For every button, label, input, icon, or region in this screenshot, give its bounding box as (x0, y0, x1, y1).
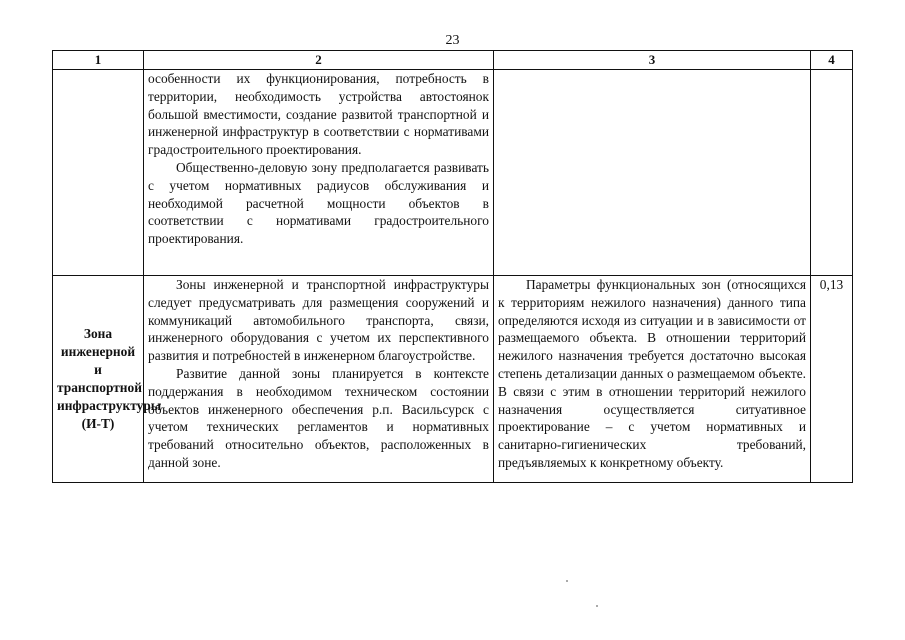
table-row-engineering-zone (53, 276, 853, 483)
row2-col3-cell (494, 276, 811, 483)
row1-col2-cell (144, 70, 494, 276)
header-row (53, 51, 853, 70)
row1-col3-cell (494, 70, 811, 276)
table-row-continued (53, 70, 853, 276)
row2-col3-paragraph-1: Параметры функциональных зон (относящихся к территориям нежилого назначения) данного типа определяются исходя из ситуации и в зависимости от размещаемого объекта. В отношении территорий нежилого назначения требуется достаточно высокая степень детализации данных о размещаемом объекте. В связи с этим в отношении территорий нежилого назначения осуществляется ситуативное проектирование – с учетом нормативных и санитарно-гигиенических требований, предъявляемых к конкретному объекту. (498, 277, 806, 470)
scan-speck (566, 580, 568, 582)
row2-col2-paragraph-1: Зоны инженерной и транспортной инфраструктуры следует предусматривать для размещения сооружений и коммуникаций автомобильного транспорта, связи, инженерного оборудования с учетом их перспективного развития и потребностей в инженерном благоустройстве. (148, 277, 489, 364)
page-number: 23 (445, 33, 460, 48)
row1-col1-cell (53, 70, 144, 276)
row2-col2-cell (144, 276, 494, 483)
column-header-1: 1 (53, 51, 144, 70)
zone-value-cell: 0,13 (811, 276, 853, 483)
row1-col4-cell (811, 70, 853, 276)
zones-table (52, 50, 853, 483)
scan-speck (596, 605, 598, 607)
zone-name-cell: Зона инженерной и транспортной инфраструктуры (И-Т) (53, 276, 144, 483)
row1-col2-paragraph-1: особенности их функционирования, потребность в территории, необходимость устройства автостоянок большой вместимости, создание развитой транспортной и инженерной инфраструктур в соответствии с нормативами градостроительного проектирования. (148, 71, 489, 158)
row2-col2-paragraph-2: Развитие данной зоны планируется в контексте поддержания в необходимом техническом состоянии объектов инженерного обеспечения р.п. Васильсурск с учетом технических регламентов и нормативных требований относительно объектов, расположенных в данной зоне. (148, 365, 489, 470)
column-header-3: 3 (494, 51, 811, 70)
column-header-2: 2 (144, 51, 494, 70)
column-header-4: 4 (811, 51, 853, 70)
row1-col2-paragraph-2: Общественно-деловую зону предполагается развивать с учетом нормативных радиусов обслуживания и необходимой расчетной мощности объектов в соответствии с нормативами градостроительного проектирования. (148, 159, 489, 247)
